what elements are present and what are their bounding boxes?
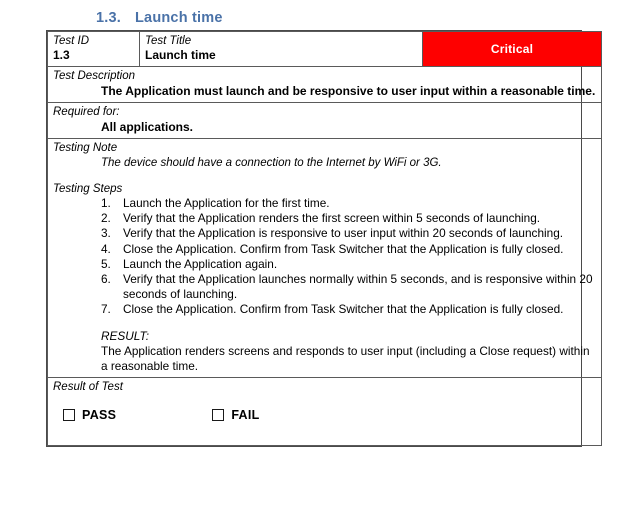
testing-note-row	[48, 139, 602, 378]
table-header-row	[48, 32, 602, 67]
list-item	[101, 226, 597, 241]
steps-result-spacer	[53, 318, 597, 329]
step-number: 5.	[101, 256, 111, 271]
list-item	[101, 257, 597, 272]
step-text: Close the Application. Confirm from Task Switcher that the Application is fully closed.	[123, 241, 564, 256]
step-number: 4.	[101, 241, 111, 256]
priority-cell	[423, 32, 602, 67]
test-id-value: 1.3	[53, 48, 70, 63]
step-text: Verify that the Application is responsive to user input within 20 seconds of launching.	[123, 226, 564, 241]
testing-note-value: The device should have a connection to the Internet by WiFi or 3G.	[101, 156, 442, 169]
step-number: 6.	[101, 272, 111, 287]
step-text: Verify that the Application launches normally within 5 seconds, and is responsive within 20 seconds of launching.	[123, 272, 593, 302]
test-title-label: Test Title	[145, 35, 192, 47]
step-number: 3.	[101, 226, 111, 241]
list-item	[101, 242, 597, 257]
step-text: Launch the Application for the first time.	[123, 196, 330, 210]
section-title: Launch time	[135, 10, 223, 26]
result-of-test-row	[48, 378, 602, 446]
test-id-cell	[48, 32, 140, 67]
step-number: 2.	[101, 211, 111, 226]
note-steps-spacer	[53, 171, 597, 182]
test-title-value: Launch time	[145, 48, 216, 63]
step-number: 7.	[101, 302, 111, 317]
section-heading	[96, 10, 223, 26]
fail-checkbox[interactable]	[212, 409, 224, 421]
test-case-table	[46, 30, 596, 447]
testing-note-label: Testing Note	[53, 142, 118, 155]
test-id-label: Test ID	[53, 35, 90, 47]
description-cell	[48, 67, 602, 103]
result-label: RESULT:	[101, 328, 150, 343]
step-text: Close the Application. Confirm from Task Switcher that the Application is fully closed.	[123, 302, 564, 317]
testing-note-cell	[48, 139, 602, 378]
step-text: Launch the Application again.	[123, 256, 278, 271]
fail-label: FAIL	[231, 407, 260, 422]
result-block	[101, 329, 597, 375]
testing-steps-list	[101, 196, 597, 318]
result-of-test-cell	[48, 378, 602, 446]
result-checkbox-row	[63, 408, 597, 424]
result-of-test-label: Result of Test	[53, 381, 123, 394]
test-title-cell	[140, 32, 423, 67]
list-item	[101, 302, 597, 317]
pass-checkbox[interactable]	[63, 409, 75, 421]
section-number: 1.3.	[96, 10, 121, 26]
step-number: 1.	[101, 196, 111, 210]
description-row	[48, 67, 602, 103]
list-item	[101, 211, 597, 226]
pass-label: PASS	[82, 407, 117, 422]
result-value: The Application renders screens and responds to user input (including a Close request) within a reasonable time.	[101, 343, 590, 374]
required-for-cell	[48, 103, 602, 139]
required-for-value: All applications.	[101, 119, 194, 134]
step-text: Verify that the Application renders the first screen within 5 seconds of launching.	[123, 211, 541, 226]
description-value: The Application must launch and be responsive to user input within a reasonable time.	[101, 83, 596, 98]
priority-badge: Critical	[490, 41, 534, 56]
pass-checkbox-group[interactable]	[63, 408, 116, 424]
list-item	[101, 272, 597, 302]
testing-steps-label: Testing Steps	[53, 182, 123, 195]
fail-checkbox-group[interactable]	[212, 408, 259, 424]
required-for-label: Required for:	[53, 106, 120, 119]
required-for-row	[48, 103, 602, 139]
list-item	[101, 196, 597, 211]
description-label: Test Description	[53, 70, 136, 83]
